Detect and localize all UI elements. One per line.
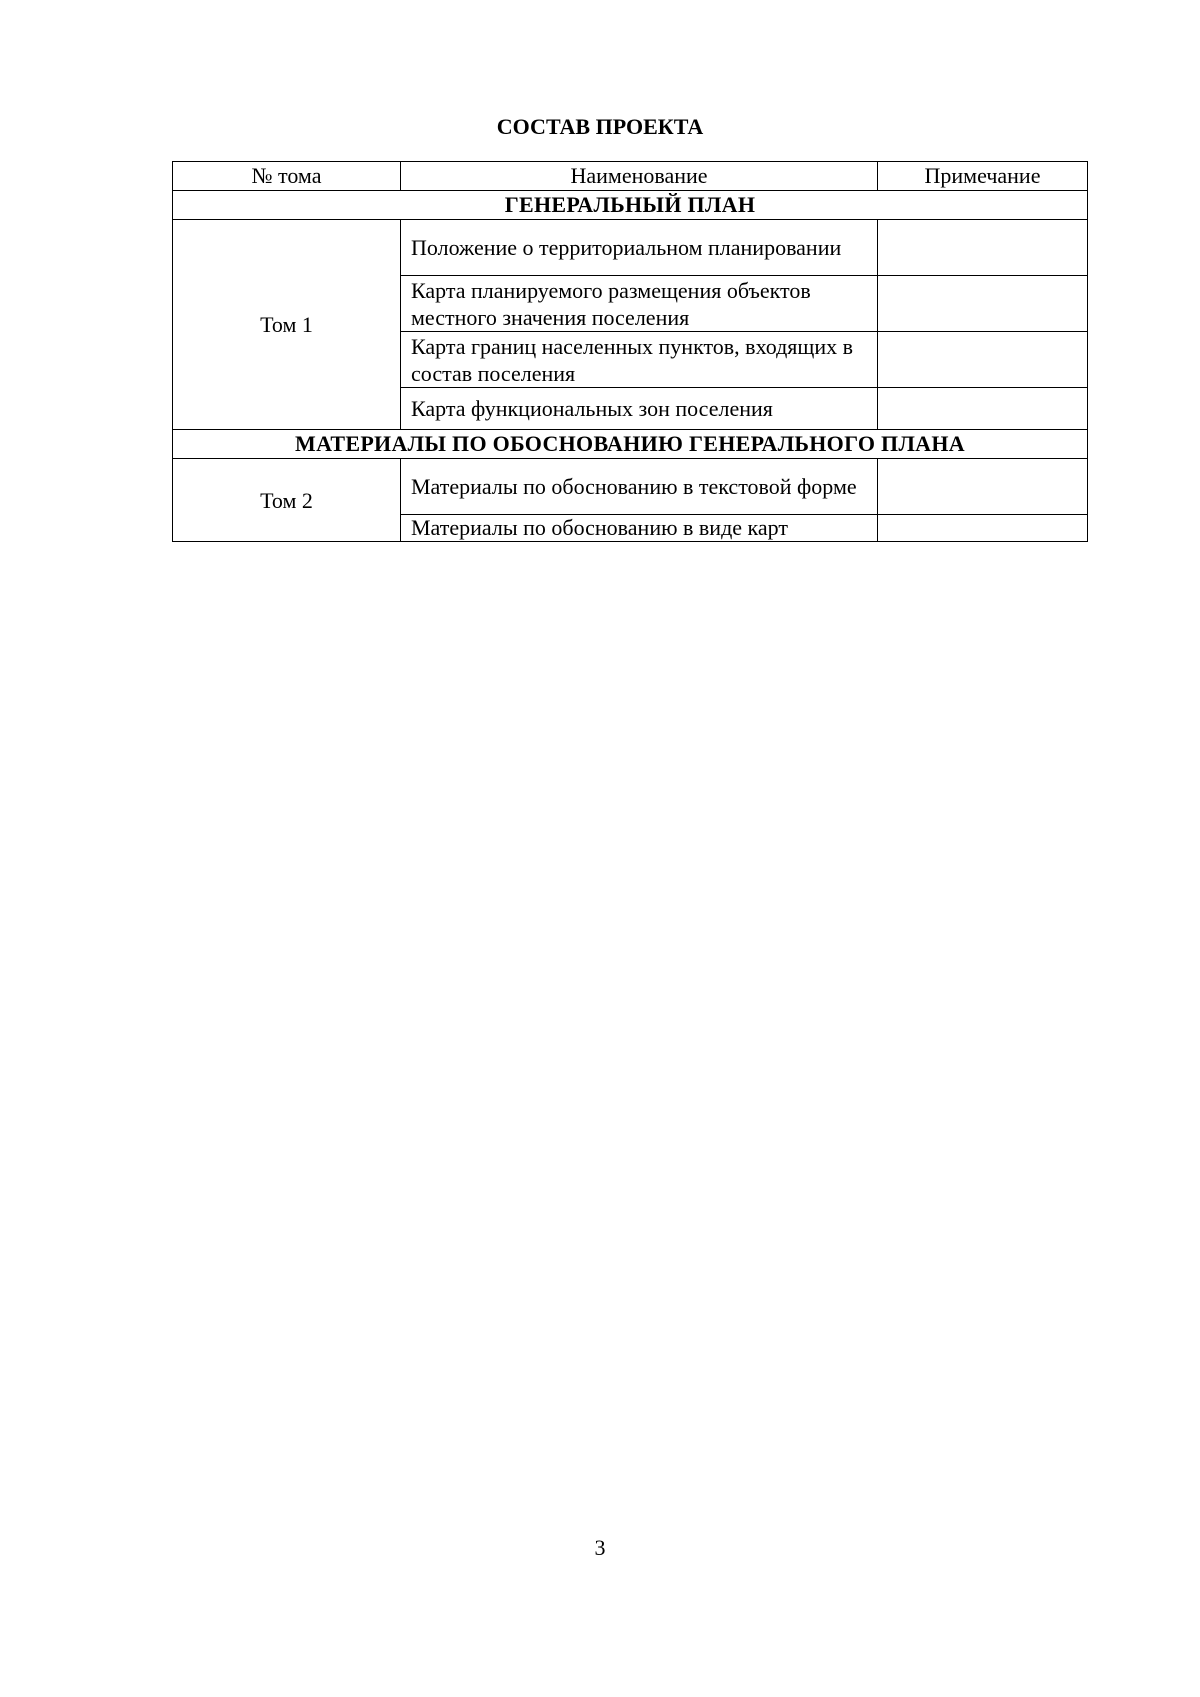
volume-cell: Том 1 (173, 220, 401, 430)
item-note (878, 276, 1088, 332)
project-composition-table (172, 161, 1088, 542)
section-title: МАТЕРИАЛЫ ПО ОБОСНОВАНИЮ ГЕНЕРАЛЬНОГО ПЛАНА (173, 430, 1088, 459)
item-name: Положение о территориальном планировании (401, 220, 878, 276)
section-title: ГЕНЕРАЛЬНЫЙ ПЛАН (173, 191, 1088, 220)
item-note (878, 220, 1088, 276)
item-note (878, 332, 1088, 388)
item-note (878, 459, 1088, 515)
table-row (173, 220, 1088, 276)
item-name: Материалы по обоснованию в виде карт (401, 515, 878, 542)
item-note (878, 388, 1088, 430)
item-name: Материалы по обоснованию в текстовой форме (401, 459, 878, 515)
section-row (173, 191, 1088, 220)
header-name: Наименование (401, 162, 878, 191)
item-note (878, 515, 1088, 542)
item-name: Карта планируемого размещения объектов местного значения поселения (401, 276, 878, 332)
item-name: Карта границ населенных пунктов, входящих в состав поселения (401, 332, 878, 388)
page-number: 3 (594, 1535, 606, 1560)
header-note: Примечание (878, 162, 1088, 191)
table-header-row (173, 162, 1088, 191)
table-row (173, 459, 1088, 515)
header-volume: № тома (173, 162, 401, 191)
page-title: СОСТАВ ПРОЕКТА (496, 114, 704, 139)
section-row (173, 430, 1088, 459)
item-name: Карта функциональных зон поселения (401, 388, 878, 430)
volume-cell: Том 2 (173, 459, 401, 542)
